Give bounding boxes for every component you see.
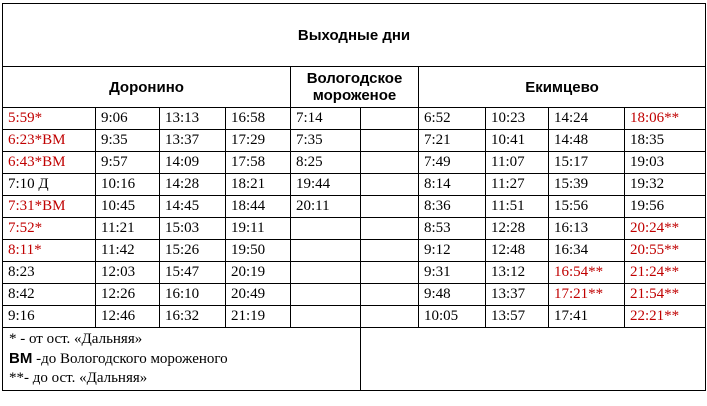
time-cell: 9:35 [96, 130, 160, 152]
legend-key: ВМ [9, 350, 33, 367]
table-row [3, 130, 706, 152]
time-cell: 17:41 [549, 306, 625, 328]
table-title: Выходные дни [3, 4, 706, 67]
legend-row [3, 328, 706, 391]
group-header-vologda [291, 67, 419, 108]
time-cell: 15:03 [160, 218, 226, 240]
time-cell: 15:17 [549, 152, 625, 174]
schedule-table [2, 3, 706, 391]
time-cell: 9:48 [419, 284, 486, 306]
time-cell: 20:19 [226, 262, 291, 284]
time-cell: 18:06** [625, 108, 706, 130]
legend-key: ** [9, 370, 24, 386]
legend-empty-cell [361, 328, 706, 391]
time-cell: 9:12 [419, 240, 486, 262]
legend [3, 328, 361, 391]
time-cell: 17:58 [226, 152, 291, 174]
time-cell: 14:09 [160, 152, 226, 174]
group-header-doronino: Доронино [3, 67, 291, 108]
time-cell: 16:54** [549, 262, 625, 284]
time-cell [361, 174, 419, 196]
time-cell: 19:50 [226, 240, 291, 262]
time-cell: 21:24** [625, 262, 706, 284]
time-cell: 15:56 [549, 196, 625, 218]
time-cell: 11:51 [486, 196, 549, 218]
table-row [3, 284, 706, 306]
time-cell: 7:21 [419, 130, 486, 152]
time-cell: 14:48 [549, 130, 625, 152]
time-cell: 7:49 [419, 152, 486, 174]
time-cell: 8:42 [3, 284, 96, 306]
time-cell: 14:28 [160, 174, 226, 196]
time-cell: 17:29 [226, 130, 291, 152]
group-header-vologda-line2: мороженое [312, 87, 397, 104]
time-cell: 10:23 [486, 108, 549, 130]
time-cell: 10:45 [96, 196, 160, 218]
title-row [3, 4, 706, 67]
legend-key: * [9, 331, 17, 347]
time-cell: 13:13 [160, 108, 226, 130]
group-header-ekimtsevo: Екимцево [419, 67, 706, 108]
time-cell: 16:13 [549, 218, 625, 240]
time-cell: 12:03 [96, 262, 160, 284]
time-cell: 19:56 [625, 196, 706, 218]
time-cell: 15:39 [549, 174, 625, 196]
time-cell: 11:21 [96, 218, 160, 240]
time-cell: 8:36 [419, 196, 486, 218]
time-cell [291, 262, 361, 284]
group-header-vologda-line1: Вологодское [306, 70, 403, 87]
time-cell: 14:24 [549, 108, 625, 130]
table-row [3, 240, 706, 262]
time-cell: 8:25 [291, 152, 361, 174]
time-cell: 10:16 [96, 174, 160, 196]
time-cell [361, 218, 419, 240]
time-cell: 16:34 [549, 240, 625, 262]
time-cell [361, 152, 419, 174]
time-cell: 20:11 [291, 196, 361, 218]
table-row [3, 152, 706, 174]
time-cell: 18:35 [625, 130, 706, 152]
time-cell [291, 306, 361, 328]
time-cell: 21:19 [226, 306, 291, 328]
time-cell: 13:57 [486, 306, 549, 328]
time-cell: 12:26 [96, 284, 160, 306]
time-cell: 16:58 [226, 108, 291, 130]
time-cell: 14:45 [160, 196, 226, 218]
time-cell: 13:37 [160, 130, 226, 152]
time-cell: 8:53 [419, 218, 486, 240]
time-cell: 15:26 [160, 240, 226, 262]
legend-text: -до Вологодского мороженого [32, 351, 228, 367]
time-cell: 12:28 [486, 218, 549, 240]
time-cell: 20:49 [226, 284, 291, 306]
time-cell: 12:46 [96, 306, 160, 328]
time-cell: 11:07 [486, 152, 549, 174]
time-cell: 7:52* [3, 218, 96, 240]
time-cell: 15:47 [160, 262, 226, 284]
time-cell: 5:59* [3, 108, 96, 130]
time-cell: 7:10 Д [3, 174, 96, 196]
group-header-row [3, 67, 706, 108]
time-cell: 10:05 [419, 306, 486, 328]
time-cell: 19:44 [291, 174, 361, 196]
time-cell [361, 240, 419, 262]
time-cell: 7:35 [291, 130, 361, 152]
time-cell: 8:11* [3, 240, 96, 262]
time-cell: 9:06 [96, 108, 160, 130]
time-cell: 9:57 [96, 152, 160, 174]
time-cell: 6:23*ВМ [3, 130, 96, 152]
time-cell: 16:32 [160, 306, 226, 328]
time-cell [361, 284, 419, 306]
time-cell [361, 196, 419, 218]
time-cell [361, 262, 419, 284]
time-cell: 16:10 [160, 284, 226, 306]
table-row [3, 262, 706, 284]
legend-item [9, 369, 360, 388]
time-cell: 13:37 [486, 284, 549, 306]
time-cell: 17:21** [549, 284, 625, 306]
time-cell [361, 306, 419, 328]
table-row [3, 196, 706, 218]
time-cell [291, 240, 361, 262]
time-cell: 13:12 [486, 262, 549, 284]
time-cell: 8:23 [3, 262, 96, 284]
time-cell [291, 218, 361, 240]
time-cell: 6:52 [419, 108, 486, 130]
time-cell: 18:21 [226, 174, 291, 196]
time-cell [361, 108, 419, 130]
time-cell: 19:11 [226, 218, 291, 240]
time-cell: 9:31 [419, 262, 486, 284]
table-row [3, 218, 706, 240]
time-cell: 11:42 [96, 240, 160, 262]
time-cell: 19:32 [625, 174, 706, 196]
time-cell: 20:55** [625, 240, 706, 262]
time-cell [361, 130, 419, 152]
time-cell: 11:27 [486, 174, 549, 196]
table-row [3, 174, 706, 196]
time-cell: 8:14 [419, 174, 486, 196]
time-cell: 6:43*ВМ [3, 152, 96, 174]
legend-text: - до ост. «Дальняя» [24, 370, 148, 386]
legend-text: - от ост. «Дальняя» [16, 331, 143, 347]
time-cell: 9:16 [3, 306, 96, 328]
time-cell: 7:14 [291, 108, 361, 130]
table-row [3, 306, 706, 328]
time-cell: 20:24** [625, 218, 706, 240]
time-cell [291, 284, 361, 306]
time-cell: 19:03 [625, 152, 706, 174]
time-cell: 21:54** [625, 284, 706, 306]
time-cell: 10:41 [486, 130, 549, 152]
table-row [3, 108, 706, 130]
time-cell: 18:44 [226, 196, 291, 218]
legend-item [9, 330, 360, 349]
time-cell: 22:21** [625, 306, 706, 328]
legend-item [9, 349, 360, 369]
time-cell: 7:31*ВМ [3, 196, 96, 218]
time-cell: 12:48 [486, 240, 549, 262]
